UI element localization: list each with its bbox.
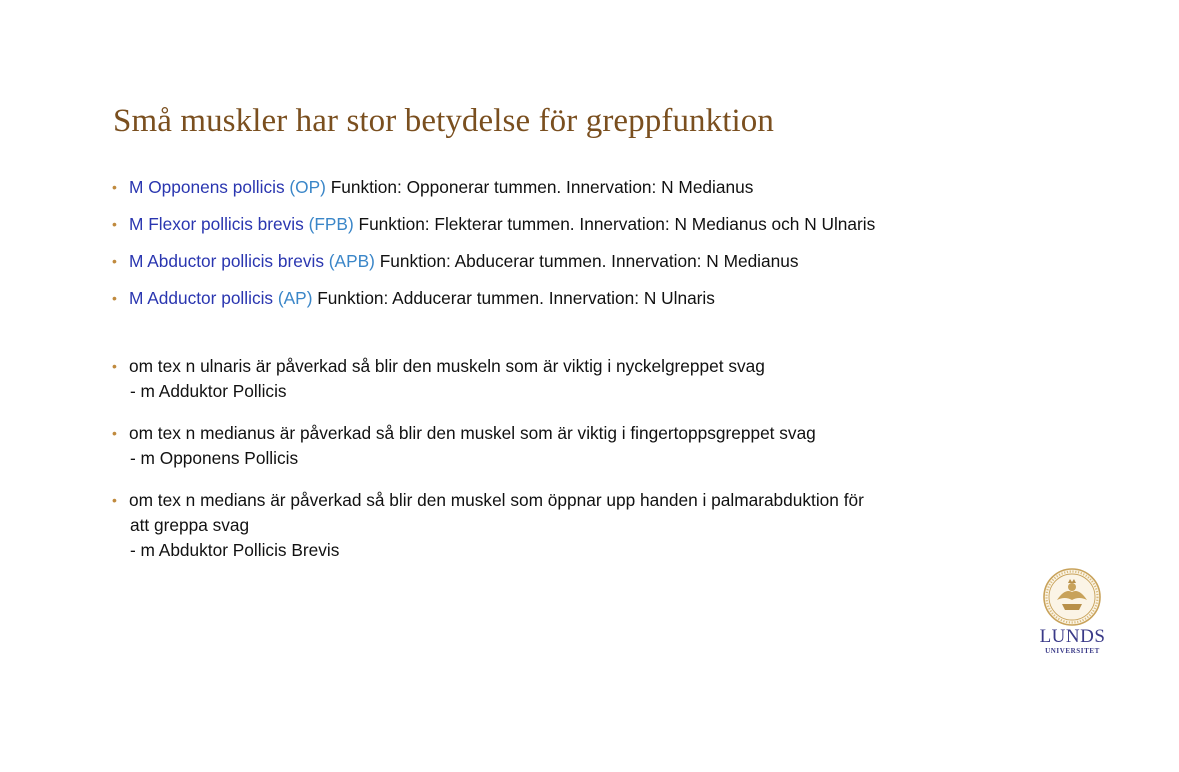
note-sub-item: - m Opponens Pollicis bbox=[130, 448, 299, 468]
bullet-dot: • bbox=[112, 492, 117, 508]
bullet-list bbox=[112, 175, 1132, 563]
muscle-description: Funktion: Adducerar tummen. Innervation: N Ulnaris bbox=[312, 288, 715, 308]
note-sub-item: - m Adduktor Pollicis bbox=[130, 381, 287, 401]
logo-subtitle: UNIVERSITET bbox=[1045, 647, 1100, 655]
section-spacer bbox=[112, 311, 1132, 354]
slide-title: Små muskler har stor betydelse för greppfunktion bbox=[113, 103, 774, 139]
muscle-name: M Adductor pollicis bbox=[129, 288, 274, 308]
muscle-bullet bbox=[112, 212, 1132, 237]
muscle-description: Funktion: Opponerar tummen. Innervation: N Medianus bbox=[325, 177, 754, 197]
university-logo bbox=[1035, 566, 1110, 661]
bullet-dot: • bbox=[112, 216, 117, 232]
bullet-dot: • bbox=[112, 290, 117, 306]
bullet-dot: • bbox=[112, 358, 117, 374]
note-text: om tex n medianus är påverkad så blir den muskel som är viktig i fingertoppsgreppet svag bbox=[129, 423, 816, 443]
muscle-abbreviation: (AP) bbox=[277, 288, 313, 308]
note-text: om tex n ulnaris är påverkad så blir den muskeln som är viktig i nyckelgreppet svag bbox=[129, 356, 765, 376]
note-text: om tex n medians är påverkad så blir den muskel som öppnar upp handen i palmarabduktion för bbox=[129, 490, 864, 510]
bullet-dot: • bbox=[112, 425, 117, 441]
note-bullet bbox=[112, 488, 1132, 563]
muscle-abbreviation: (APB) bbox=[328, 251, 375, 271]
muscle-name: M Abductor pollicis brevis bbox=[129, 251, 324, 271]
muscle-abbreviation: (FPB) bbox=[308, 214, 354, 234]
muscle-name: M Flexor pollicis brevis bbox=[129, 214, 304, 234]
note-text-continued: att greppa svag bbox=[130, 515, 250, 535]
note-sub-item: - m Abduktor Pollicis Brevis bbox=[130, 540, 340, 560]
note-bullet bbox=[112, 421, 1132, 471]
logo-name: LUNDS bbox=[1039, 626, 1106, 647]
university-seal-icon bbox=[1035, 566, 1110, 626]
bullet-dot: • bbox=[112, 253, 117, 269]
muscle-abbreviation: (OP) bbox=[289, 177, 326, 197]
bullet-dot: • bbox=[112, 179, 117, 195]
muscle-bullet bbox=[112, 286, 1132, 311]
muscle-name: M Opponens pollicis bbox=[129, 177, 285, 197]
muscle-bullet bbox=[112, 175, 1132, 200]
note-bullet bbox=[112, 354, 1132, 404]
muscle-description: Funktion: Flekterar tummen. Innervation: N Medianus och N Ulnaris bbox=[353, 214, 876, 234]
muscle-description: Funktion: Abducerar tummen. Innervation: N Medianus bbox=[374, 251, 799, 271]
muscle-bullet bbox=[112, 249, 1132, 274]
